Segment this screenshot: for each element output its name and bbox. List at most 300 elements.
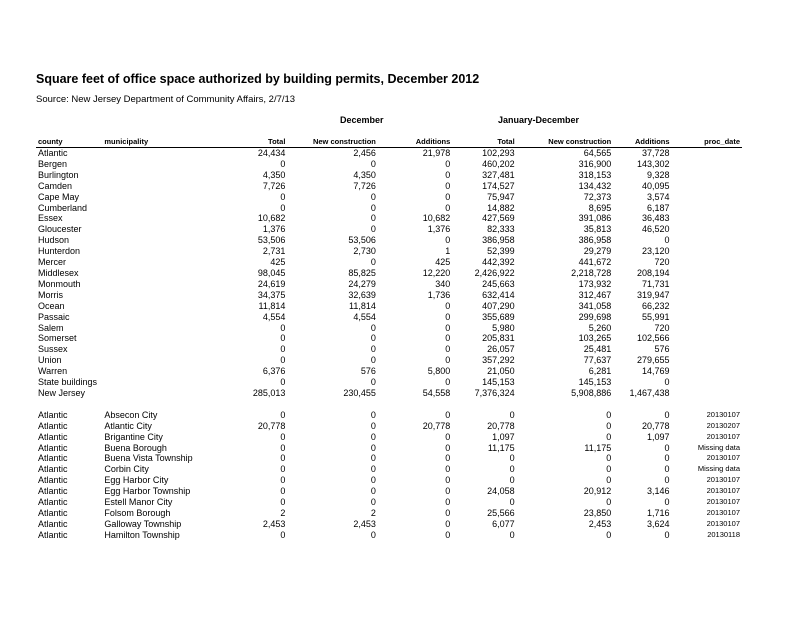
cell-dec-additions: 0 [445,453,451,464]
cell-dec-additions: 0 [445,311,451,322]
cell-ytd-new-construction: 173,932 [578,278,612,289]
cell-ytd-additions: 46,520 [642,224,670,235]
cell-proc-date [672,312,742,323]
cell-municipality: Corbin City [104,464,149,475]
cell-dec-total: 2 [280,508,286,518]
cell-ytd-total: 6,077 [492,518,515,529]
cell-county: Atlantic [38,431,68,442]
cell-municipality [102,224,213,235]
cell-ytd-additions: 208,194 [637,267,670,278]
cell-municipality [102,333,213,344]
cell-dec-additions: 0 [445,300,451,311]
cell-proc-date: 20130118 [707,529,740,539]
cell-municipality [102,366,213,377]
cell-dec-total: 6,376 [262,366,286,377]
cell-ytd-additions: 66,232 [642,300,670,311]
cell-county: Cumberland [38,202,88,213]
cell-ytd-new-construction: 35,813 [583,224,612,235]
cell-dec-new-construction: 0 [370,158,376,169]
cell-proc-date [672,246,742,257]
cell-dec-total: 11,814 [258,300,286,311]
cell-county: Camden [38,180,73,191]
cell-county: Cape May [38,191,80,202]
cell-municipality [102,170,213,181]
municipality-row [36,421,742,432]
cell-ytd-new-construction: 145,153 [578,377,612,388]
cell-ytd-additions: 3,146 [647,486,670,497]
cell-proc-date [672,355,742,366]
cell-ytd-new-construction: 312,467 [578,289,612,300]
county-row [36,181,742,192]
cell-dec-total: 0 [280,344,286,355]
cell-municipality: Buena Vista Township [104,453,193,464]
col-header-ytd-new-construction: New construction [517,137,614,148]
cell-ytd-new-construction: 64,565 [583,148,612,158]
cell-ytd-additions: 319,947 [637,289,670,300]
cell-municipality [102,181,213,192]
cell-ytd-new-construction: 341,058 [578,300,612,311]
cell-proc-date [672,235,742,246]
cell-ytd-new-construction: 0 [606,497,612,508]
cell-municipality [102,344,213,355]
cell-dec-new-construction: 0 [370,224,376,235]
cell-dec-additions: 1,736 [427,289,451,300]
cell-ytd-new-construction: 318,153 [578,169,612,180]
cell-dec-additions: 5,800 [427,366,451,377]
cell-county: Passaic [38,311,70,322]
cell-ytd-total: 427,569 [482,213,515,224]
cell-dec-additions: 0 [445,191,451,202]
cell-dec-total: 10,682 [257,213,286,224]
cell-proc-date [672,333,742,344]
cell-dec-new-construction: 11,814 [349,300,376,311]
cell-ytd-additions: 40,095 [642,180,670,191]
cell-county: Bergen [38,158,68,169]
cell-dec-total: 0 [280,431,286,442]
cell-ytd-additions: 0 [664,475,670,486]
cell-ytd-total: 357,292 [482,355,515,366]
cell-ytd-additions: 0 [664,235,670,246]
cell-ytd-additions: 143,302 [637,158,670,169]
municipality-row [36,497,742,508]
cell-dec-total: 4,350 [262,169,286,180]
cell-municipality [102,213,213,224]
cell-dec-new-construction: 2,730 [353,246,376,257]
municipality-row [36,486,742,497]
cell-ytd-total: 0 [509,464,515,475]
cell-dec-additions: 0 [445,431,451,442]
cell-ytd-new-construction: 77,637 [583,355,612,366]
cell-ytd-total: 0 [509,409,515,420]
cell-ytd-total: 20,778 [487,420,515,431]
cell-county: Atlantic [38,497,68,508]
cell-ytd-additions: 576 [654,344,670,355]
county-row [36,268,742,279]
cell-municipality [102,203,213,214]
cell-municipality: Galloway Township [104,518,182,529]
cell-ytd-new-construction: 0 [606,475,612,486]
cell-ytd-new-construction: 0 [606,409,612,420]
cell-dec-total: 0 [280,475,286,486]
cell-municipality [102,268,213,279]
cell-dec-total: 2,731 [262,246,286,257]
cell-proc-date [672,388,742,399]
cell-county: Atlantic [38,409,68,420]
cell-ytd-additions: 20,778 [642,420,670,431]
cell-ytd-total: 2,426,922 [474,267,515,278]
cell-dec-new-construction: 0 [370,322,376,333]
col-header-dec-total: Total [213,137,287,148]
county-row [36,333,742,344]
cell-ytd-total: 21,050 [487,366,515,377]
cell-dec-total: 53,506 [257,235,286,246]
cell-proc-date [672,366,742,377]
col-header-dec-additions: Additions [378,137,452,148]
cell-proc-date [672,268,742,279]
cell-dec-new-construction: 0 [370,333,376,344]
cell-municipality: Buena Borough [104,442,167,453]
cell-municipality [102,192,213,203]
county-row [36,355,742,366]
cell-dec-new-construction: 4,554 [353,311,376,322]
cell-municipality [102,312,213,323]
cell-proc-date [672,192,742,203]
cell-dec-additions: 425 [435,257,451,268]
cell-municipality: Absecon City [104,409,158,420]
cell-dec-new-construction: 24,279 [348,278,376,289]
cell-proc-date [672,170,742,181]
cell-ytd-additions: 0 [664,453,670,464]
cell-proc-date [672,344,742,355]
cell-dec-new-construction: 0 [370,191,376,202]
cell-ytd-total: 355,689 [482,311,515,322]
cell-county: Atlantic [38,518,68,529]
county-row [36,257,742,268]
cell-dec-new-construction: 2 [370,508,376,518]
cell-county: Sussex [38,344,68,355]
cell-dec-new-construction: 0 [370,442,376,453]
cell-county: Union [38,355,62,366]
cell-ytd-total: 632,414 [482,289,515,300]
cell-dec-additions: 0 [445,529,451,540]
cell-dec-total: 0 [280,529,286,540]
cell-ytd-total: 25,566 [487,508,515,518]
cell-ytd-total: 327,481 [482,169,515,180]
cell-ytd-new-construction: 316,900 [578,158,612,169]
municipality-row [36,432,742,443]
col-header-county: county [36,137,102,148]
cell-county: Warren [38,366,68,377]
county-row [36,279,742,290]
cell-ytd-additions: 55,991 [642,311,670,322]
cell-dec-total: 0 [280,409,286,420]
cell-dec-new-construction: 0 [370,257,376,268]
county-row [36,148,742,159]
cell-dec-additions: 21,978 [422,148,451,158]
cell-dec-total: 1,376 [262,224,286,235]
cell-proc-date [672,181,742,192]
cell-dec-new-construction: 0 [370,213,376,224]
col-header-municipality: municipality [102,137,213,148]
cell-dec-total: 0 [280,486,286,497]
cell-dec-total: 0 [280,202,286,213]
cell-ytd-total: 26,057 [487,344,515,355]
county-row [36,224,742,235]
cell-dec-new-construction: 0 [370,409,376,420]
cell-ytd-total: 460,202 [482,158,515,169]
cell-ytd-new-construction: 11,175 [584,442,612,453]
cell-proc-date: 20130207 [706,420,740,430]
cell-dec-additions: 54,558 [422,387,451,398]
municipality-row [36,508,742,519]
cell-county: Hunterdon [38,246,81,257]
cell-ytd-additions: 1,716 [647,508,670,518]
cell-ytd-total: 7,376,324 [474,387,515,398]
cell-municipality [102,235,213,246]
cell-ytd-total: 174,527 [482,180,515,191]
cell-county: Atlantic [38,529,68,540]
cell-dec-total: 0 [280,442,286,453]
cell-ytd-total: 0 [509,497,515,508]
spacer-cell [36,399,742,410]
permits-table [36,137,742,541]
cell-dec-new-construction: 576 [360,366,376,377]
county-row [36,246,742,257]
cell-ytd-new-construction: 0 [606,420,612,431]
cell-county: Monmouth [38,278,81,289]
cell-ytd-new-construction: 6,281 [588,366,612,377]
cell-ytd-total: 245,663 [482,278,515,289]
county-row [36,344,742,355]
county-row [36,301,742,312]
cell-municipality: Hamilton Township [104,529,180,540]
cell-dec-new-construction: 0 [370,355,376,366]
cell-ytd-new-construction: 0 [606,529,612,540]
cell-dec-new-construction: 0 [370,377,376,388]
cell-ytd-additions: 14,769 [642,366,670,377]
cell-ytd-additions: 279,655 [637,355,670,366]
county-row [36,312,742,323]
cell-dec-additions: 1 [445,246,451,257]
cell-proc-date [672,301,742,312]
cell-municipality [102,148,213,159]
cell-dec-additions: 0 [445,322,451,333]
cell-ytd-additions: 6,187 [647,202,670,213]
cell-ytd-total: 102,293 [482,148,515,158]
cell-county: Gloucester [38,224,82,235]
cell-municipality: Estell Manor City [104,497,173,508]
cell-municipality: Brigantine City [104,431,163,442]
cell-dec-total: 0 [280,322,286,333]
cell-proc-date: 20130107 [706,518,740,528]
cell-proc-date: 20130107 [706,431,740,441]
cell-ytd-additions: 0 [664,377,670,388]
cell-county: Burlington [38,169,79,180]
cell-municipality: Folsom Borough [104,508,171,518]
col-header-proc-date: proc_date [672,137,742,148]
cell-municipality: Egg Harbor Township [104,486,191,497]
cell-ytd-additions: 102,566 [637,333,670,344]
source-note: Source: New Jersey Department of Community Affairs, 2/7/13 [36,94,296,105]
cell-county: New Jersey [38,387,86,398]
cell-municipality [102,279,213,290]
cell-proc-date [672,224,742,235]
cell-ytd-new-construction: 25,481 [583,344,612,355]
cell-dec-new-construction: 0 [370,529,376,540]
cell-proc-date: Missing data [697,442,740,452]
cell-dec-new-construction: 0 [370,431,376,442]
cell-dec-additions: 0 [445,377,451,388]
cell-county: Atlantic [38,420,68,431]
cell-ytd-new-construction: 5,260 [588,322,612,333]
cell-ytd-new-construction: 5,908,886 [571,387,612,398]
cell-dec-total: 285,013 [252,387,286,398]
cell-dec-new-construction: 0 [370,497,376,508]
municipality-row [36,453,742,464]
cell-county: Atlantic [38,464,68,475]
county-row [36,213,742,224]
cell-county: Atlantic [38,453,68,464]
county-row [36,170,742,181]
cell-dec-additions: 0 [445,355,451,366]
cell-dec-new-construction: 4,350 [353,169,376,180]
municipality-row [36,443,742,454]
col-header-dec-new-construction: New construction [287,137,378,148]
cell-ytd-additions: 0 [664,464,670,475]
cell-municipality [102,388,213,399]
cell-dec-new-construction: 0 [370,453,376,464]
cell-ytd-additions: 0 [664,497,670,508]
cell-dec-total: 0 [280,377,286,388]
cell-county: Morris [38,289,63,300]
cell-ytd-total: 1,097 [492,431,515,442]
cell-ytd-additions: 1,467,438 [629,387,670,398]
cell-ytd-total: 0 [509,475,515,486]
cell-ytd-new-construction: 103,265 [578,333,612,344]
cell-ytd-total: 14,882 [487,202,515,213]
cell-dec-additions: 0 [445,158,451,169]
cell-ytd-additions: 3,624 [647,518,670,529]
cell-ytd-new-construction: 8,695 [588,202,612,213]
cell-dec-total: 0 [280,158,286,169]
section-spacer [36,399,742,410]
cell-dec-additions: 0 [445,344,451,355]
cell-municipality [102,377,213,388]
cell-municipality [102,290,213,301]
cell-county: Somerset [38,333,77,344]
cell-dec-additions: 0 [445,497,451,508]
cell-municipality [102,159,213,170]
cell-ytd-new-construction: 299,698 [578,311,612,322]
cell-county: Mercer [38,257,67,268]
county-row [36,192,742,203]
cell-ytd-total: 5,980 [492,322,515,333]
cell-dec-total: 0 [280,497,286,508]
cell-dec-total: 4,554 [262,311,286,322]
cell-dec-additions: 12,220 [422,267,451,278]
county-row [36,323,742,334]
cell-ytd-additions: 720 [654,322,670,333]
cell-proc-date: 20130107 [706,409,740,419]
col-header-ytd-additions: Additions [613,137,671,148]
cell-ytd-new-construction: 2,453 [588,518,612,529]
cell-dec-new-construction: 0 [370,464,376,475]
cell-proc-date [672,279,742,290]
cell-county: State buildings [38,377,98,388]
cell-dec-total: 0 [280,464,286,475]
cell-dec-new-construction: 32,639 [348,289,376,300]
cell-ytd-additions: 3,574 [647,191,670,202]
municipality-row [36,410,742,421]
cell-ytd-total: 0 [509,453,515,464]
cell-county: Ocean [38,300,65,311]
county-row [36,388,742,399]
cell-proc-date [672,257,742,268]
cell-ytd-new-construction: 29,279 [583,246,612,257]
table-body [36,148,742,541]
group-header-december: December [340,115,384,125]
cell-ytd-new-construction: 2,218,728 [571,267,612,278]
cell-proc-date [672,148,742,159]
municipality-row [36,475,742,486]
cell-ytd-new-construction: 20,912 [583,486,612,497]
cell-dec-additions: 0 [445,486,451,497]
cell-ytd-additions: 36,483 [642,213,670,224]
cell-dec-additions: 10,682 [422,213,451,224]
cell-dec-total: 0 [280,453,286,464]
cell-dec-additions: 1,376 [427,224,451,235]
cell-dec-new-construction: 0 [370,202,376,213]
cell-ytd-total: 145,153 [482,377,515,388]
cell-county: Atlantic [38,148,68,158]
cell-dec-new-construction: 0 [370,486,376,497]
cell-dec-new-construction: 7,726 [353,180,376,191]
cell-dec-additions: 0 [445,442,451,453]
cell-ytd-total: 24,058 [487,486,515,497]
cell-dec-total: 0 [280,355,286,366]
cell-ytd-new-construction: 0 [606,453,612,464]
cell-municipality: Atlantic City [104,420,152,431]
cell-proc-date: 20130107 [706,497,740,507]
cell-county: Atlantic [38,475,68,486]
county-row [36,203,742,214]
cell-county: Atlantic [38,442,68,453]
cell-dec-total: 0 [280,191,286,202]
cell-dec-total: 34,375 [257,289,286,300]
cell-municipality [102,323,213,334]
cell-proc-date [672,203,742,214]
cell-ytd-new-construction: 391,086 [578,213,612,224]
cell-dec-additions: 0 [445,333,451,344]
cell-dec-new-construction: 2,456 [353,148,376,158]
cell-municipality [102,301,213,312]
cell-ytd-additions: 0 [664,409,670,420]
cell-dec-new-construction: 0 [370,344,376,355]
cell-dec-additions: 0 [445,475,451,486]
cell-dec-total: 20,778 [257,420,286,431]
cell-dec-additions: 20,778 [422,420,451,431]
cell-municipality [102,355,213,366]
cell-dec-total: 425 [270,257,286,268]
cell-municipality [102,257,213,268]
county-row [36,290,742,301]
cell-ytd-additions: 1,097 [647,431,670,442]
cell-ytd-new-construction: 0 [606,431,612,442]
cell-proc-date: 20130107 [706,486,740,496]
cell-ytd-additions: 0 [664,442,670,453]
cell-dec-additions: 0 [445,235,451,246]
cell-dec-new-construction: 230,455 [343,387,376,398]
